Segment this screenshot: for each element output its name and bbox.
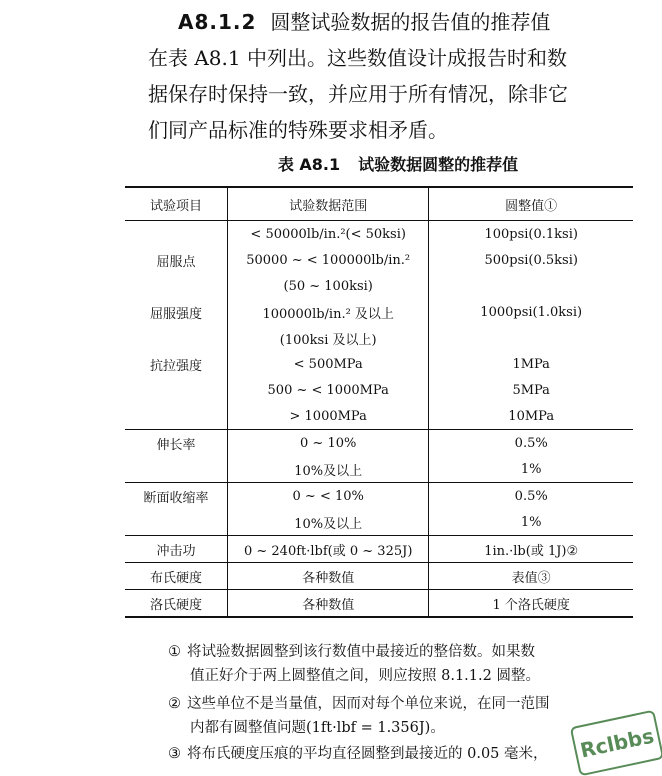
- table-row: [125, 590, 633, 618]
- cell-test-item: 冲击功: [125, 536, 228, 563]
- cell-data-range: (50 ~ 100ksi): [228, 273, 429, 299]
- intro-line: 在表 A8.1 中列出。这些数值设计成报告时和数: [148, 46, 567, 70]
- cell-test-item: [125, 221, 228, 248]
- cell-test-item: [125, 325, 228, 351]
- cell-rounded-value: 1MPa: [512, 356, 550, 372]
- footnote: [168, 640, 638, 688]
- table-row: [125, 563, 633, 590]
- table-row: [125, 273, 633, 299]
- table-row: [125, 351, 633, 377]
- footnote-line: [168, 742, 638, 766]
- cell-rounded-value: 0.5%: [429, 430, 633, 457]
- cell-data-range: 各种数值: [228, 590, 429, 618]
- footnote-mark: ②: [168, 696, 181, 712]
- cell-test-item: [125, 377, 228, 403]
- cell-test-item: 洛氏硬度: [125, 590, 228, 618]
- header-rounded-value: 圆整值①: [429, 187, 633, 221]
- table-header-row: [125, 187, 633, 221]
- intro-paragraph: [148, 4, 648, 148]
- cell-test-item: 布氏硬度: [125, 563, 228, 590]
- cell-rounded-value: 1%: [520, 514, 542, 530]
- cell-data-range: (100ksi 及以上): [228, 325, 429, 351]
- cell-rounded-value: 0.5%: [429, 483, 633, 510]
- cell-rounded-value: 表值③: [429, 563, 633, 590]
- cell-test-item: [125, 509, 228, 536]
- header-data-range: 试验数据范围: [228, 187, 429, 221]
- cell-test-item: [125, 403, 228, 430]
- cell-data-range: 100000lb/in.² 及以上: [228, 299, 429, 325]
- intro-line: A8.1.2 圆整试验数据的报告值的推荐值: [178, 10, 551, 34]
- table-row: [125, 403, 633, 430]
- cell-test-item: 抗拉强度: [125, 351, 228, 377]
- watermark-stamp: Rclbbs: [570, 710, 662, 776]
- footnote-line: [168, 716, 638, 740]
- cell-rounded-value: 1%: [520, 461, 542, 477]
- footnote-line: [168, 692, 638, 716]
- cell-data-range: 各种数值: [228, 563, 429, 590]
- cell-data-range: > 1000MPa: [228, 403, 429, 430]
- table-row: [125, 325, 633, 351]
- cell-test-item: 断面收缩率: [125, 483, 228, 510]
- cell-rounded-value: 500psi(0.5ksi): [484, 252, 578, 268]
- table-row: [125, 456, 633, 483]
- cell-rounded-value: [429, 273, 633, 299]
- table-number: 表 A8.1: [277, 155, 341, 174]
- cell-rounded-value: [429, 325, 633, 351]
- cell-data-range: 500 ~ < 1000MPa: [228, 377, 429, 403]
- cell-test-item: 屈服强度: [125, 299, 228, 325]
- table-title: 试验数据圆整的推荐值: [358, 155, 519, 174]
- cell-test-item: [125, 273, 228, 299]
- header-test-item: 试验项目: [125, 187, 228, 221]
- table-row: [125, 247, 633, 273]
- table-row: [125, 377, 633, 403]
- cell-data-range: 0 ~ 240ft·lbf(或 0 ~ 325J): [228, 536, 429, 563]
- footnote-line: [168, 664, 638, 688]
- table-row: [125, 483, 633, 510]
- footnote-text: 内都有圆整值问题(1ft·lbf = 1.356J)。: [190, 720, 445, 736]
- footnote-text: 值正好介于两上圆整值之间，则应按照 8.1.1.2 圆整。: [190, 668, 540, 684]
- cell-data-range: < 50000lb/in.²(< 50ksi): [228, 221, 429, 248]
- table-row: [125, 221, 633, 248]
- cell-rounded-value: 1in.·lb(或 1J)②: [429, 536, 633, 563]
- table-row: [125, 299, 633, 325]
- cell-rounded-value: 1 个洛氏硬度: [429, 590, 633, 618]
- cell-data-range: < 500MPa: [228, 351, 429, 377]
- table-row: [125, 430, 633, 457]
- footnote-mark: ①: [168, 644, 181, 660]
- table-row: [125, 536, 633, 563]
- cell-data-range: 0 ~ < 10%: [228, 483, 429, 510]
- cell-data-range: 10%及以上: [228, 456, 429, 483]
- intro-line: 据保存时保持一致，并应用于所有情况，除非它: [148, 82, 568, 106]
- cell-test-item: 伸长率: [125, 430, 228, 457]
- cell-rounded-value: 10MPa: [508, 408, 555, 424]
- table-caption: [148, 152, 648, 175]
- cell-rounded-value: 100psi(0.1ksi): [484, 226, 578, 242]
- cell-rounded-value: 1000psi(1.0ksi): [480, 304, 583, 320]
- section-number: A8.1.2: [178, 10, 257, 34]
- cell-data-range: 10%及以上: [228, 509, 429, 536]
- cell-test-item: [125, 456, 228, 483]
- table-body: [125, 221, 633, 618]
- table-row: [125, 509, 633, 536]
- footnote-line: [168, 640, 638, 664]
- footnote: [168, 742, 638, 766]
- intro-line: 们同产品标准的特殊要求相矛盾。: [148, 118, 448, 142]
- cell-test-item: 屈服点: [125, 247, 228, 273]
- footnote-text: 将试验数据圆整到该行数值中最接近的整倍数。如果数: [187, 644, 535, 660]
- footnote-text: 将布氏硬度压痕的平均直径圆整到最接近的 0.05 毫米，: [187, 746, 548, 762]
- footnote: [168, 692, 638, 740]
- cell-data-range: 0 ~ 10%: [228, 430, 429, 457]
- rounding-table: [125, 186, 633, 618]
- footnote-text: 这些单位不是当量值，因而对每个单位来说，在同一范围: [187, 696, 550, 712]
- cell-data-range: 50000 ~ < 100000lb/in.²: [228, 247, 429, 273]
- footnote-mark: ③: [168, 746, 181, 762]
- cell-rounded-value: 5MPa: [512, 382, 550, 398]
